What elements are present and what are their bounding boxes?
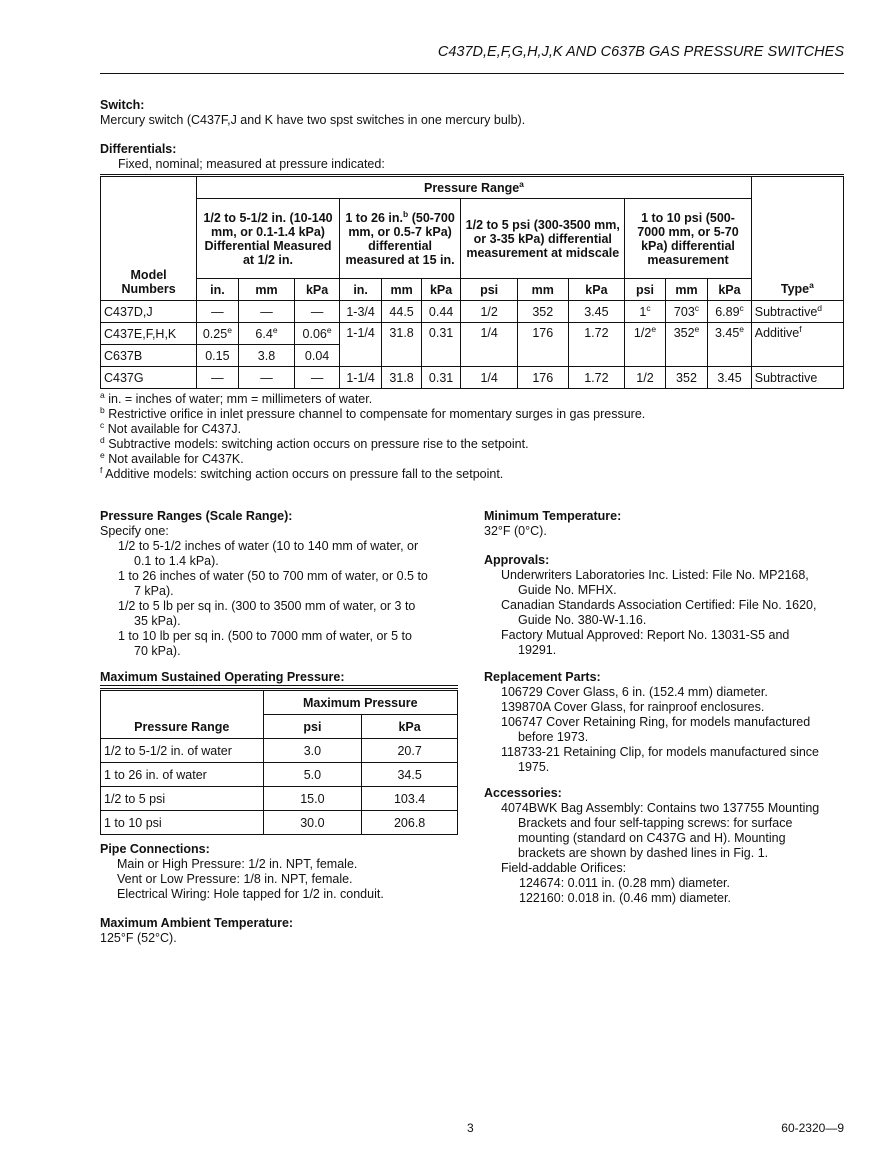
list-item: brackets are shown by dashed lines in Fig. 1. bbox=[518, 846, 769, 860]
footnote: $^d$ Subtractive models: switching action occurs on pressure rise to the setpoint. bbox=[100, 434, 529, 451]
replacement-parts-label: Replacement Parts: bbox=[484, 670, 601, 684]
value-cell: 44.5 bbox=[382, 301, 421, 323]
value-cell: 1/4 bbox=[461, 323, 518, 367]
value-cell: 0.06e bbox=[295, 323, 340, 345]
max-ambient-label: Maximum Ambient Temperature: bbox=[100, 916, 294, 930]
min-temp-label: Minimum Temperature: bbox=[484, 509, 622, 523]
model-cell: C437E,F,H,K bbox=[101, 323, 197, 345]
value-cell: 1-3/4 bbox=[339, 301, 382, 323]
accessories-list bbox=[501, 801, 819, 906]
psi-cell: 15.0 bbox=[263, 787, 362, 811]
footnote: $^b$ Restrictive orifice in inlet pressure channel to compensate for momentary surges in gas pressure. bbox=[100, 404, 646, 421]
table-row bbox=[101, 323, 844, 345]
list-item: 106747 Cover Retaining Ring, for models manufactured before 1973. bbox=[501, 715, 811, 744]
table-row bbox=[101, 739, 458, 763]
kpa-cell: 206.8 bbox=[362, 811, 458, 835]
value-cell: 3.45e bbox=[708, 323, 752, 367]
list-item: mounting (standard on C437G and H). Mounting bbox=[518, 831, 786, 845]
value-cell: — bbox=[238, 367, 295, 389]
type-cell: Additive$^f$ bbox=[751, 323, 843, 367]
pressure-range-col-header: Pressure Range bbox=[101, 690, 264, 739]
value-cell: 1/2 bbox=[625, 367, 665, 389]
switch-label: Switch: bbox=[100, 98, 145, 112]
value-cell: — bbox=[197, 301, 239, 323]
approvals-list bbox=[501, 568, 816, 658]
table-row bbox=[101, 763, 458, 787]
kpa-cell: 103.4 bbox=[362, 787, 458, 811]
list-item: Main or High Pressure: 1/2 in. NPT, female. bbox=[117, 857, 358, 871]
value-cell: — bbox=[295, 367, 340, 389]
value-cell: 1-1/4 bbox=[339, 367, 382, 389]
value-cell: — bbox=[238, 301, 295, 323]
unit-header: mm bbox=[382, 279, 421, 301]
switch-text: Mercury switch (C437F,J and K have two spst switches in one mercury bulb). bbox=[100, 113, 526, 127]
range-group-2: 1 to 26 in.$^b$ (50-700 mm, or 0.5-7 kPa) differential measured at 15 in. bbox=[339, 199, 460, 279]
list-item: 139870A Cover Glass, for rainproof enclosures. bbox=[501, 700, 765, 714]
list-item: 1/2 to 5-1/2 inches of water (10 to 140 mm of water, or 0.1 to 1.4 kPa). bbox=[118, 539, 419, 568]
model-cell: C637B bbox=[101, 345, 197, 367]
list-item: 122160: 0.018 in. (0.46 mm) diameter. bbox=[519, 891, 731, 905]
list-item: 4074BWK Bag Assembly: Contains two 137755 Mounting bbox=[501, 801, 820, 815]
max-ambient-text: 125°F (52°C). bbox=[100, 931, 177, 945]
max-sustained-label: Maximum Sustained Operating Pressure: bbox=[100, 670, 458, 686]
page-number: 3 bbox=[467, 1121, 474, 1135]
unit-header: mm bbox=[238, 279, 295, 301]
max-pressure-table bbox=[100, 688, 458, 835]
value-cell: 6.89$^c$ bbox=[708, 301, 752, 323]
value-cell: 3.45 bbox=[568, 301, 625, 323]
value-cell: 3.45 bbox=[708, 367, 752, 389]
replacement-parts-list bbox=[501, 685, 819, 775]
value-cell: 352e bbox=[665, 323, 708, 367]
unit-header: kPa bbox=[421, 279, 460, 301]
table-row bbox=[101, 301, 844, 323]
unit-header: kPa bbox=[295, 279, 340, 301]
model-numbers-header: Model Numbers bbox=[101, 176, 197, 301]
kpa-cell: 20.7 bbox=[362, 739, 458, 763]
footnote: $^f$ Additive models: switching action occurs on pressure fall to the setpoint. bbox=[100, 464, 504, 481]
value-cell: 1-1/4 bbox=[339, 323, 382, 367]
value-cell: 1.72 bbox=[568, 323, 625, 367]
type-cell: Subtractive bbox=[751, 367, 843, 389]
list-item: Factory Mutual Approved: Report No. 13031-S5 and 19291. bbox=[501, 628, 790, 657]
approvals-label: Approvals: bbox=[484, 553, 550, 567]
value-cell: 352 bbox=[517, 301, 568, 323]
list-item: 118733-21 Retaining Clip, for models manufactured since 1975. bbox=[501, 745, 820, 774]
value-cell: 6.4e bbox=[238, 323, 295, 345]
pipe-connections-list bbox=[117, 857, 384, 902]
value-cell: 176 bbox=[517, 323, 568, 367]
value-cell: 3.8 bbox=[238, 345, 295, 367]
page-header-title: C437D,E,F,G,H,J,K AND C637B GAS PRESSURE SWITCHES bbox=[437, 44, 844, 60]
value-cell: 176 bbox=[517, 367, 568, 389]
list-item: 1 to 10 lb per sq in. (500 to 7000 mm of water, or 5 to 70 kPa). bbox=[118, 629, 412, 658]
value-cell: 31.8 bbox=[382, 367, 421, 389]
value-cell: 31.8 bbox=[382, 323, 421, 367]
psi-cell: 3.0 bbox=[263, 739, 362, 763]
range-cell: 1/2 to 5-1/2 in. of water bbox=[101, 739, 264, 763]
footnote: $^a$ in. = inches of water; mm = millimeters of water. bbox=[100, 389, 373, 406]
accessories-label: Accessories: bbox=[484, 786, 562, 800]
list-item: Canadian Standards Association Certified: File No. 1620, Guide No. 380-W-1.16. bbox=[501, 598, 817, 627]
header-rule bbox=[100, 73, 844, 74]
footnote: $^c$ Not available for C437J. bbox=[100, 419, 242, 436]
kpa-col-header: kPa bbox=[362, 715, 458, 739]
footnote: $^e$ Not available for C437K. bbox=[100, 449, 244, 466]
value-cell: 0.15 bbox=[197, 345, 239, 367]
value-cell: 703$^c$ bbox=[665, 301, 708, 323]
kpa-cell: 34.5 bbox=[362, 763, 458, 787]
value-cell: 352 bbox=[665, 367, 708, 389]
model-cell: C437D,J bbox=[101, 301, 197, 323]
unit-header: mm bbox=[665, 279, 708, 301]
value-cell: 0.31 bbox=[421, 367, 460, 389]
differentials-label: Differentials: bbox=[100, 142, 177, 156]
unit-header: psi bbox=[461, 279, 518, 301]
value-cell: 0.04 bbox=[295, 345, 340, 367]
value-cell: 0.25e bbox=[197, 323, 239, 345]
max-pressure-col-header: Maximum Pressure bbox=[263, 690, 457, 715]
value-cell: 1/2e bbox=[625, 323, 665, 367]
unit-header: psi bbox=[625, 279, 665, 301]
value-cell: — bbox=[295, 301, 340, 323]
psi-col-header: psi bbox=[263, 715, 362, 739]
unit-header: mm bbox=[517, 279, 568, 301]
value-cell: — bbox=[197, 367, 239, 389]
psi-cell: 30.0 bbox=[263, 811, 362, 835]
unit-header: kPa bbox=[708, 279, 752, 301]
range-group-4: 1 to 10 psi (500-7000 mm, or 5-70 kPa) differential measurement bbox=[625, 199, 752, 279]
document-number: 60-2320—9 bbox=[781, 1121, 844, 1135]
list-item: 1/2 to 5 lb per sq in. (300 to 3500 mm of water, or 3 to 35 kPa). bbox=[118, 599, 416, 628]
value-cell: 1.72 bbox=[568, 367, 625, 389]
range-cell: 1 to 26 in. of water bbox=[101, 763, 264, 787]
model-cell: C437G bbox=[101, 367, 197, 389]
type-header: Type$^a$ bbox=[751, 176, 843, 301]
list-item: 106729 Cover Glass, 6 in. (152.4 mm) diameter. bbox=[501, 685, 768, 699]
pressure-ranges-label: Pressure Ranges (Scale Range): bbox=[100, 509, 293, 523]
differentials-table bbox=[100, 174, 844, 389]
type-cell: Subtractive$^d$ bbox=[751, 301, 843, 323]
table-row bbox=[101, 811, 458, 835]
list-item: 124674: 0.011 in. (0.28 mm) diameter. bbox=[519, 876, 730, 890]
range-group-1: 1/2 to 5-1/2 in. (10-140 mm, or 0.1-1.4 kPa) Differential Measured at 1/2 in. bbox=[197, 199, 340, 279]
table-row bbox=[101, 367, 844, 389]
table-row bbox=[101, 787, 458, 811]
footnotes bbox=[100, 389, 646, 482]
list-item: Field-addable Orifices: bbox=[501, 861, 627, 875]
list-item: Electrical Wiring: Hole tapped for 1/2 in. conduit. bbox=[117, 887, 384, 901]
unit-header: in. bbox=[339, 279, 382, 301]
min-temp-text: 32°F (0°C). bbox=[484, 524, 547, 538]
differentials-text: Fixed, nominal; measured at pressure indicated: bbox=[118, 157, 385, 171]
list-item: 1 to 26 inches of water (50 to 700 mm of water, or 0.5 to 7 kPa). bbox=[118, 569, 428, 598]
pressure-ranges-intro: Specify one: bbox=[100, 524, 169, 538]
unit-header: in. bbox=[197, 279, 239, 301]
value-cell: 0.31 bbox=[421, 323, 460, 367]
value-cell: 1$^c$ bbox=[625, 301, 665, 323]
unit-header: kPa bbox=[568, 279, 625, 301]
list-item: Brackets and four self-tapping screws: for surface bbox=[518, 816, 793, 830]
psi-cell: 5.0 bbox=[263, 763, 362, 787]
range-group-3: 1/2 to 5 psi (300-3500 mm, or 3-35 kPa) differential measurement at midscale bbox=[461, 199, 625, 279]
range-cell: 1/2 to 5 psi bbox=[101, 787, 264, 811]
value-cell: 1/2 bbox=[461, 301, 518, 323]
pressure-range-header: Pressure Range$^a$ bbox=[197, 176, 752, 199]
value-cell: 0.44 bbox=[421, 301, 460, 323]
list-item: Underwriters Laboratories Inc. Listed: File No. MP2168, Guide No. MFHX. bbox=[501, 568, 809, 597]
pipe-connections-label: Pipe Connections: bbox=[100, 842, 210, 856]
range-cell: 1 to 10 psi bbox=[101, 811, 264, 835]
value-cell: 1/4 bbox=[461, 367, 518, 389]
pressure-ranges-list bbox=[118, 539, 428, 659]
list-item: Vent or Low Pressure: 1/8 in. NPT, female. bbox=[117, 872, 353, 886]
